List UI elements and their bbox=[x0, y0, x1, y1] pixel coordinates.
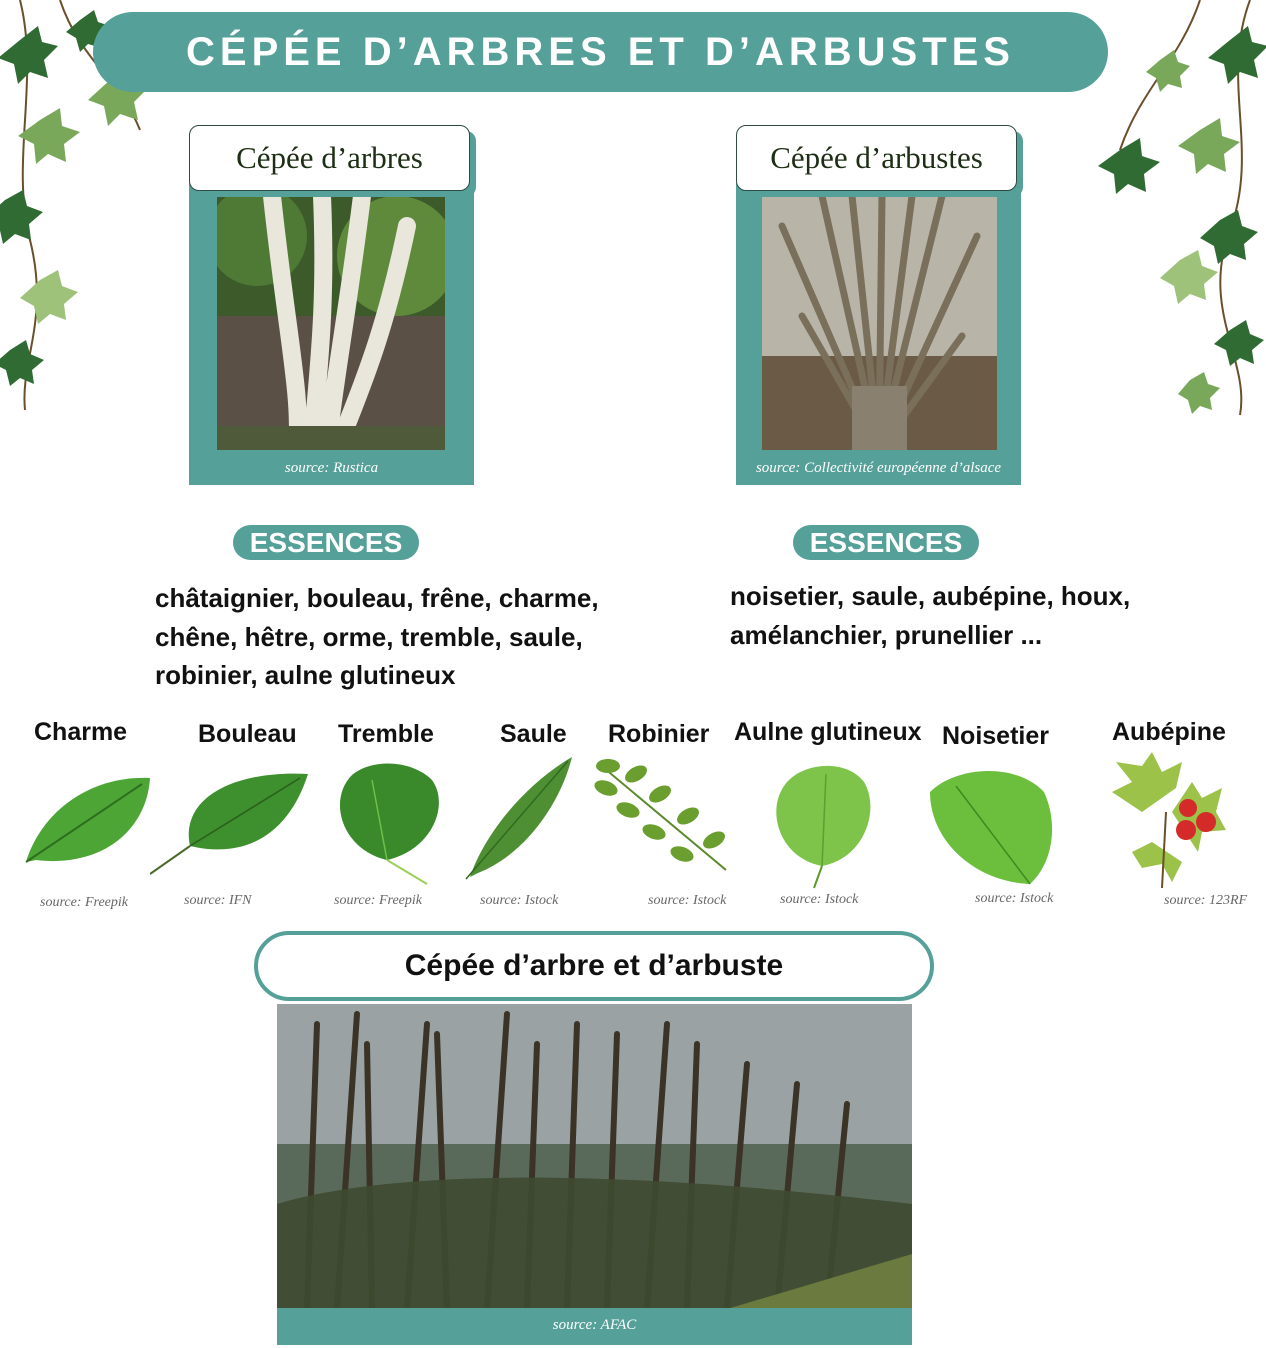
robinia-leaf-icon bbox=[594, 758, 734, 876]
leaf-source-aulne: source: Istock bbox=[780, 892, 859, 907]
leaf-name-tremble: Tremble bbox=[338, 720, 434, 748]
bottom-source: source: AFAC bbox=[552, 1317, 637, 1333]
willow-leaf-icon bbox=[464, 755, 574, 880]
hazel-leaf-icon bbox=[926, 762, 1058, 888]
essences-trees-line-1: châtaignier, bouleau, frêne, charme, bbox=[155, 583, 599, 613]
alder-leaf-icon bbox=[770, 762, 874, 890]
leaf-name-aulne: Aulne glutineux bbox=[734, 718, 922, 746]
leaf-name-aubepine: Aubépine bbox=[1112, 718, 1226, 746]
leaf-name-robinier: Robinier bbox=[608, 720, 710, 748]
leaf-name-noisetier: Noisetier bbox=[942, 722, 1049, 750]
photo-mixed-coppice bbox=[277, 1004, 912, 1309]
card-shrub-coppice-source: source: Collectivité européenne d’alsace bbox=[755, 460, 1002, 476]
leaf-source-charme: source: Freepik bbox=[40, 895, 128, 910]
leaf-source-robinier: source: Istock bbox=[648, 893, 727, 908]
essences-text-trees bbox=[155, 579, 625, 695]
hawthorn-leaf-icon bbox=[1102, 752, 1228, 890]
page-title: CÉPÉE D’ARBRES ET D’ARBUSTES bbox=[186, 29, 1015, 74]
aspen-leaf-icon bbox=[332, 760, 444, 886]
leaf-name-saule: Saule bbox=[500, 720, 567, 748]
photo-shrub-coppice bbox=[762, 196, 997, 450]
essences-badge-shrubs: ESSENCES bbox=[793, 525, 979, 560]
card-tree-coppice-label: Cépée d’arbres bbox=[189, 125, 470, 191]
essences-trees-line-2: chêne, hêtre, orme, tremble, saule, bbox=[155, 621, 583, 652]
photo-tree-coppice bbox=[217, 196, 445, 450]
leaf-source-noisetier: source: Istock bbox=[975, 891, 1054, 906]
essences-text-shrubs bbox=[730, 577, 1200, 654]
ivy-right-decoration bbox=[1080, 0, 1266, 420]
hornbeam-leaf-icon bbox=[22, 770, 152, 870]
essences-badge-trees: ESSENCES bbox=[233, 525, 419, 560]
card-shrub-coppice-label: Cépée d’arbustes bbox=[736, 125, 1017, 191]
birch-leaf-icon bbox=[150, 770, 310, 876]
essences-shrubs-line-1: noisetier, saule, aubépine, houx, bbox=[730, 581, 1131, 611]
essences-shrubs-line-2: amélanchier, prunellier ... bbox=[730, 619, 1043, 650]
leaf-source-tremble: source: Freepik bbox=[334, 893, 422, 908]
leaf-source-bouleau: source: IFN bbox=[184, 893, 252, 908]
card-tree-coppice-source: source: Rustica bbox=[284, 460, 379, 476]
essences-trees-line-3: robinier, aulne glutineux bbox=[155, 660, 456, 690]
bottom-title: Cépée d’arbre et d’arbuste bbox=[254, 931, 934, 1001]
title-banner bbox=[93, 12, 1108, 92]
leaf-source-saule: source: Istock bbox=[480, 893, 559, 908]
leaf-name-bouleau: Bouleau bbox=[198, 720, 297, 748]
leaf-name-charme: Charme bbox=[34, 718, 128, 746]
leaf-source-aubepine: source: 123RF bbox=[1164, 893, 1248, 908]
